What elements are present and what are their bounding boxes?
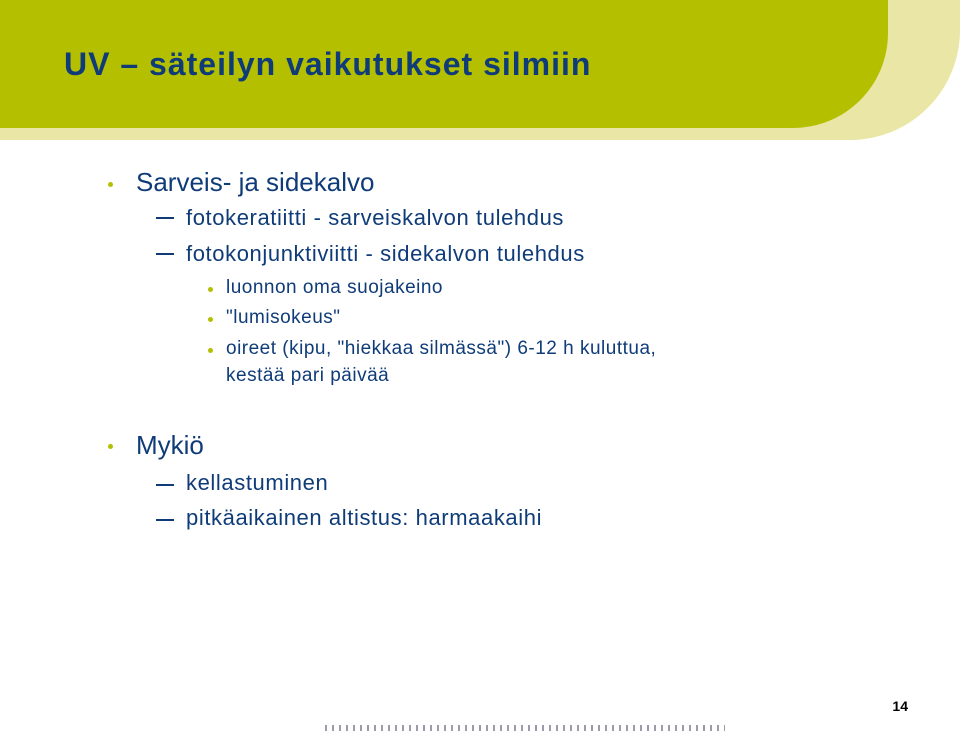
dash-icon xyxy=(156,217,174,219)
section-heading-lens: Mykiö xyxy=(136,430,204,460)
sub-list-item-continuation: kestää pari päivää xyxy=(226,365,390,386)
bullet-icon xyxy=(208,317,213,322)
dash-icon xyxy=(156,484,174,486)
dash-icon xyxy=(156,253,174,255)
bullet-icon xyxy=(108,182,113,187)
footer-artifact xyxy=(325,725,725,731)
dash-icon xyxy=(156,519,174,521)
sub-list-item: luonnon oma suojakeino xyxy=(226,277,443,298)
list-item: kellastuminen xyxy=(186,470,329,495)
sub-list-item: oireet (kipu, "hiekkaa silmässä") 6-12 h kuluttua, xyxy=(226,338,657,359)
list-item: fotokeratiitti - sarveiskalvon tulehdus xyxy=(186,205,565,230)
list-item: fotokonjunktiviitti - sidekalvon tulehdus xyxy=(186,241,585,266)
bullet-icon xyxy=(108,444,113,449)
sub-list-item: "lumisokeus" xyxy=(226,307,341,328)
bullet-icon xyxy=(208,287,213,292)
section-heading-cornea: Sarveis- ja sidekalvo xyxy=(136,167,375,197)
list-item: pitkäaikainen altistus: harmaakaihi xyxy=(186,505,543,530)
page-number: 14 xyxy=(892,698,908,714)
bullet-icon xyxy=(208,348,213,353)
slide-title: UV – säteilyn vaikutukset silmiin xyxy=(64,46,592,82)
